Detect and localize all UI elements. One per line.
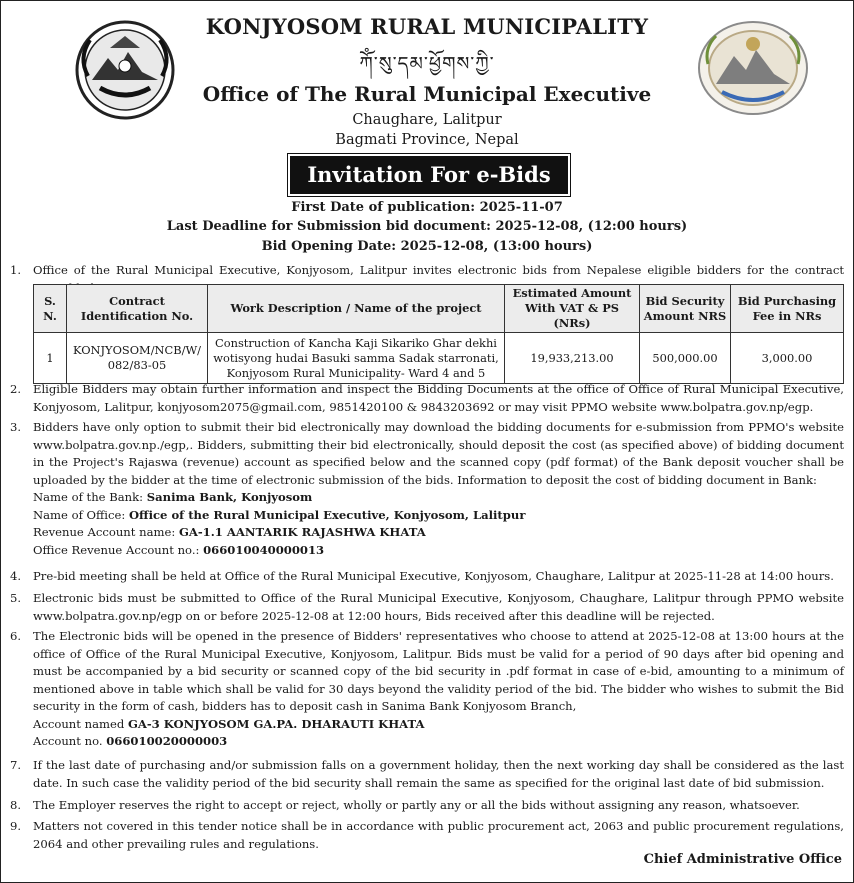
clause-text: The Employer reserves the right to accept or reject, wholly or partly any or all the bids without assigning any reason, whatsoever. [33, 798, 800, 812]
account-number-line [33, 733, 844, 751]
clause-7 [10, 757, 844, 792]
clause-number: 5. [10, 591, 22, 605]
col-header-estimated-amount: Estimated Amount With VAT & PS (NRs) [505, 285, 640, 333]
revenue-account-label: Revenue Account name: [33, 525, 179, 539]
cell-estimated-amount: 19,933,213.00 [505, 333, 640, 384]
clause-text: Eligible Bidders may obtain further information and inspect the Bidding Documents at the office of Office of Rural Municipal Executive, Konjyosom, Lalitpur, konjyosom2075@gmail.com, 9851420100 & 9843203692 or may visit PPMO website www.bolpatra.gov.np/egp. [33, 382, 844, 414]
cell-purchase-fee: 3,000.00 [731, 333, 844, 384]
bank-name-label: Name of the Bank: [33, 490, 147, 504]
publication-date: First Date of publication: 2025-11-07 [291, 200, 563, 215]
clause-4 [10, 568, 844, 586]
clause-number: 7. [10, 758, 22, 772]
clause-5 [10, 590, 844, 625]
cell-bid-security: 500,000.00 [640, 333, 731, 384]
clause-8 [10, 797, 844, 815]
submission-deadline: Last Deadline for Submission bid document: 2025-12-08, (12:00 hours) [166, 219, 688, 234]
signature-line: Chief Administrative Office [643, 852, 842, 867]
office-revenue-account-label: Office Revenue Account no.: [33, 542, 204, 557]
clause-number: 6. [10, 629, 22, 643]
bank-name-line [33, 489, 844, 507]
table-row [34, 333, 844, 384]
cell-contract-id: KONJYOSOM/NCB/W/ 082/83-05 [67, 333, 208, 384]
col-header-work-description: Work Description / Name of the project [208, 285, 505, 333]
clause-text: Office of the Rural Municipal Executive, Konjyosom, Lalitpur invites electronic bids from Nepalese eligible bidders for the contract [33, 263, 844, 277]
col-header-sn: S. N. [34, 285, 67, 333]
clause-text: The Electronic bids will be opened in the presence of Bidders' representatives who choose to attend at 2025-12-08 at 13:00 hours at the office of Office of the Rural Municipal Executive, Konjyosom, Lalitpur. Bids must be valid for a period of 90 days after bid opening and must be accompanied by a bid security or scanned copy of the bid security in .pdf format in case of e-bid, amounting to a minimum of mentioned above in table which shall be valid for 30 days beyond the validity period of the bid. The bidder who wishes to submit the Bid security in the form of cash, bidders has to deposit cash in Sanima Bank Konjyosom Branch, [33, 629, 844, 713]
address-line-2: Bagmati Province, Nepal [335, 132, 519, 148]
revenue-account-line [33, 524, 844, 542]
bank-name-value: Sanima Bank, Konjyosom [146, 490, 313, 504]
clause-number: 8. [10, 798, 22, 812]
office-name-line [33, 507, 844, 525]
clause-number: 2. [10, 382, 22, 396]
account-number-value: 066010020000003 [106, 734, 228, 748]
office-name-label: Name of Office: [33, 507, 129, 522]
account-number-label: Account no. [33, 734, 107, 748]
cell-sn: 1 [34, 333, 67, 384]
clause-9 [10, 818, 844, 853]
revenue-account-value: GA-1.1 AANTARIK RAJASHWA KHATA [178, 525, 426, 539]
municipality-name: KONJYOSOM RURAL MUNICIPALITY [205, 14, 649, 39]
clause-6 [10, 628, 844, 751]
office-revenue-account-value: 066010040000013 [203, 542, 325, 557]
clause-number: 4. [10, 569, 22, 583]
clause-text: Bidders have only option to submit their bid electronically may download the bidding documents for e-submission from PPMO's website www.bolpatra.gov.np./egp,. Bidders, submitting their bid electronically, should deposit the cost (as specified above) of bidding document in the Project's Rajaswa (revenue) account as specified below and the scanned copy (pdf format) of the Bank deposit voucher shall be uploaded by the bidder at the time of electronic submission of the bids. Information to deposit the cost of bidding document in Bank: [33, 420, 844, 487]
notice-banner: Invitation For e-Bids [290, 156, 568, 194]
clause-text: Matters not covered in this tender notice shall be in accordance with public procurement act, 2063 and public procurement regulations, 2064 and other prevailing rules and regulations. [33, 819, 844, 851]
clause-number: 1. [10, 263, 22, 277]
bid-opening-date: Bid Opening Date: 2025-12-08, (13:00 hours) [261, 239, 593, 254]
clause-3 [10, 419, 844, 559]
office-revenue-account-line [33, 542, 844, 560]
clause-number: 9. [10, 819, 22, 833]
account-named-label: Account named [33, 716, 128, 731]
clause-text: If the last date of purchasing and/or submission falls on a government holiday, then the next working day shall be considered as the last date. In such case the validity period of the bid security shall remain the same as specified for the original last date of bid submission. [33, 758, 844, 790]
clause-text: Pre-bid meeting shall be held at Office of the Rural Municipal Executive, Konjyosom, Chaughare, Lalitpur at 2025-11-28 at 14:00 hours. [33, 569, 834, 583]
col-header-contract-id: Contract Identification No. [67, 285, 208, 333]
cell-work-description: Construction of Kancha Kaji Sikariko Ghar dekhi wotisyong hudai Basuki samma Sadak starronati, Konjyosom Rural Municipality- Ward 4 and 5 [208, 333, 505, 384]
office-title: Office of The Rural Municipal Executive [202, 82, 652, 106]
clause-text: Electronic bids must be submitted to Office of the Rural Municipal Executive, Konjyosom, Chaughare, Lalitpur through PPMO website www.bolpatra.gov.np/egp on or before 2025-12-08 at 12:00 hours, Bids received after this deadline will be rejected. [33, 591, 844, 623]
contract-table [33, 284, 844, 384]
municipality-name-tibetan: ཀོཾ་སུ་དམ་ཕྱོགས་ཀྱི་ [359, 53, 495, 75]
account-named-value: GA-3 KONJYOSOM GA.PA. DHARAUTI KHATA [127, 716, 425, 731]
address-line-1: Chaughare, Lalitpur [352, 112, 502, 128]
col-header-purchase-fee: Bid Purchasing Fee in NRs [731, 285, 844, 333]
clause-number: 3. [10, 420, 22, 434]
office-name-value: Office of the Rural Municipal Executive, Konjyosom, Lalitpur [128, 507, 526, 522]
clause-2 [10, 381, 844, 416]
col-header-bid-security: Bid Security Amount NRS [640, 285, 731, 333]
account-named-line [33, 716, 844, 734]
table-header-row [34, 285, 844, 333]
